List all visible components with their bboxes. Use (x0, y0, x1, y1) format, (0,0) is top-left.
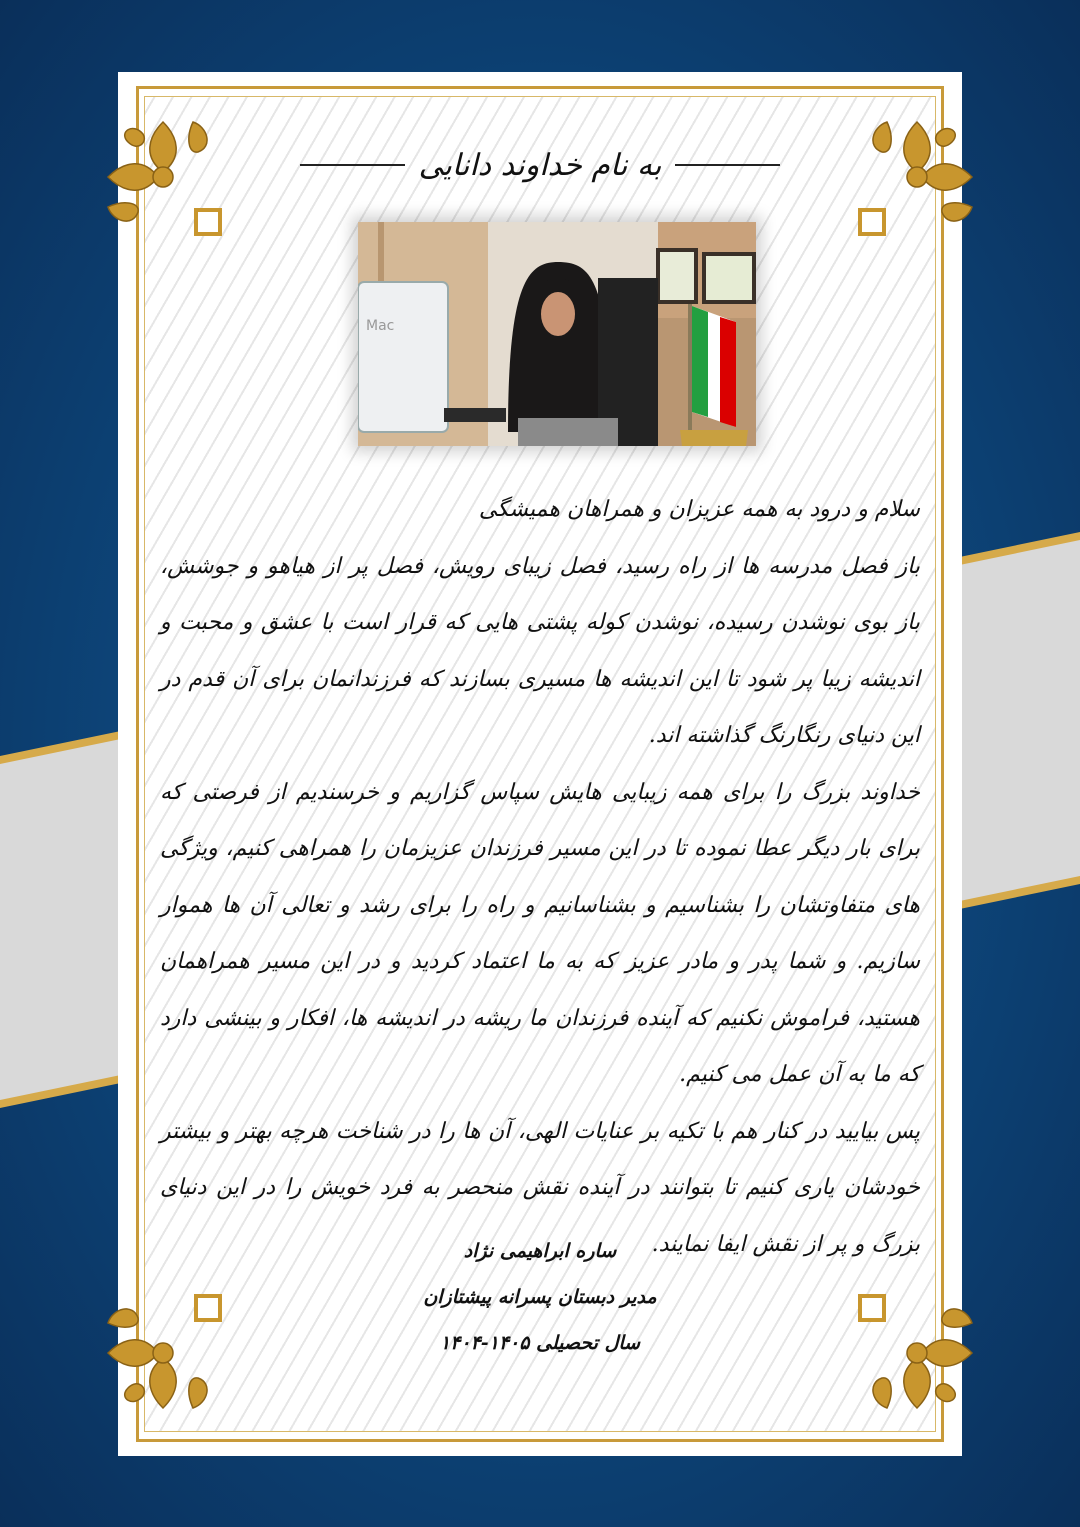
corner-ornament-bottom-right (842, 1278, 992, 1428)
paragraph-2: خداوند بزرگ را برای همه زیبایی هایش سپاس گزاریم و خرسندیم از فرصتی که برای بار دیگر عطا نموده تا در این مسیر فرزندان عزیزمان را همراهی کنیم، ویژگی های متفاوتشان را بشناسیم و بشناسانیم و راه را برای رشد و تعالی آن ها هموار سازیم. و شما پدر و مادر عزیز که به ما اعتماد کردید و در این مسیر همراهمان هستید، فراموش نکنیم که آینده فرزندان ما ریشه در اندیشه ها، افکار و بینشی دارد که ما به آن عمل می کنیم. (160, 779, 920, 1087)
corner-ornament-bottom-left (88, 1278, 238, 1428)
letter-body (160, 482, 920, 1273)
title-rule-left (300, 164, 405, 166)
paragraph-3: پس بیایید در کنار هم با تکیه بر عنایات الهی، آن ها را در شناخت هرچه بهتر و بیشتر خودشان یاری کنیم تا بتوانند در آینده نقش منحصر به فرد خویش را در این دنیای بزرگ و پر از نقش ایفا نمایند. (160, 1118, 920, 1257)
header (300, 135, 780, 195)
principal-photo (358, 222, 756, 446)
signature-block (420, 1228, 660, 1366)
paragraph-1: باز فصل مدرسه ها از راه رسید، فصل زیبای رویش، فصل پر از هیاهو و جوشش، باز بوی نوشدن رسیده، نوشدن کوله پشتی هایی که قرار است با عشق و محبت و اندیشه زیبا پر شود تا این اندیشه ها مسیری بسازند که فرزندانمان برای آن قدم در این دنیای رنگارنگ گذاشته اند. (160, 553, 920, 748)
greeting: سلام و درود به همه عزیزان و همراهان همیشگی (478, 497, 920, 522)
signer-role: مدیر دبستان پسرانه پیشتازان (423, 1286, 657, 1308)
corner-ornament-top-left (88, 102, 238, 252)
corner-ornament-top-right (842, 102, 992, 252)
signer-name: ساره ابراهیمی نژاد (463, 1240, 617, 1262)
title-rule-right (675, 164, 780, 166)
page-title: به نام خداوند دانایی (418, 147, 662, 183)
academic-year: سال تحصیلی ۱۴۰۵-۱۴۰۴ (439, 1332, 641, 1354)
monitor-brand: Mac (366, 318, 395, 334)
